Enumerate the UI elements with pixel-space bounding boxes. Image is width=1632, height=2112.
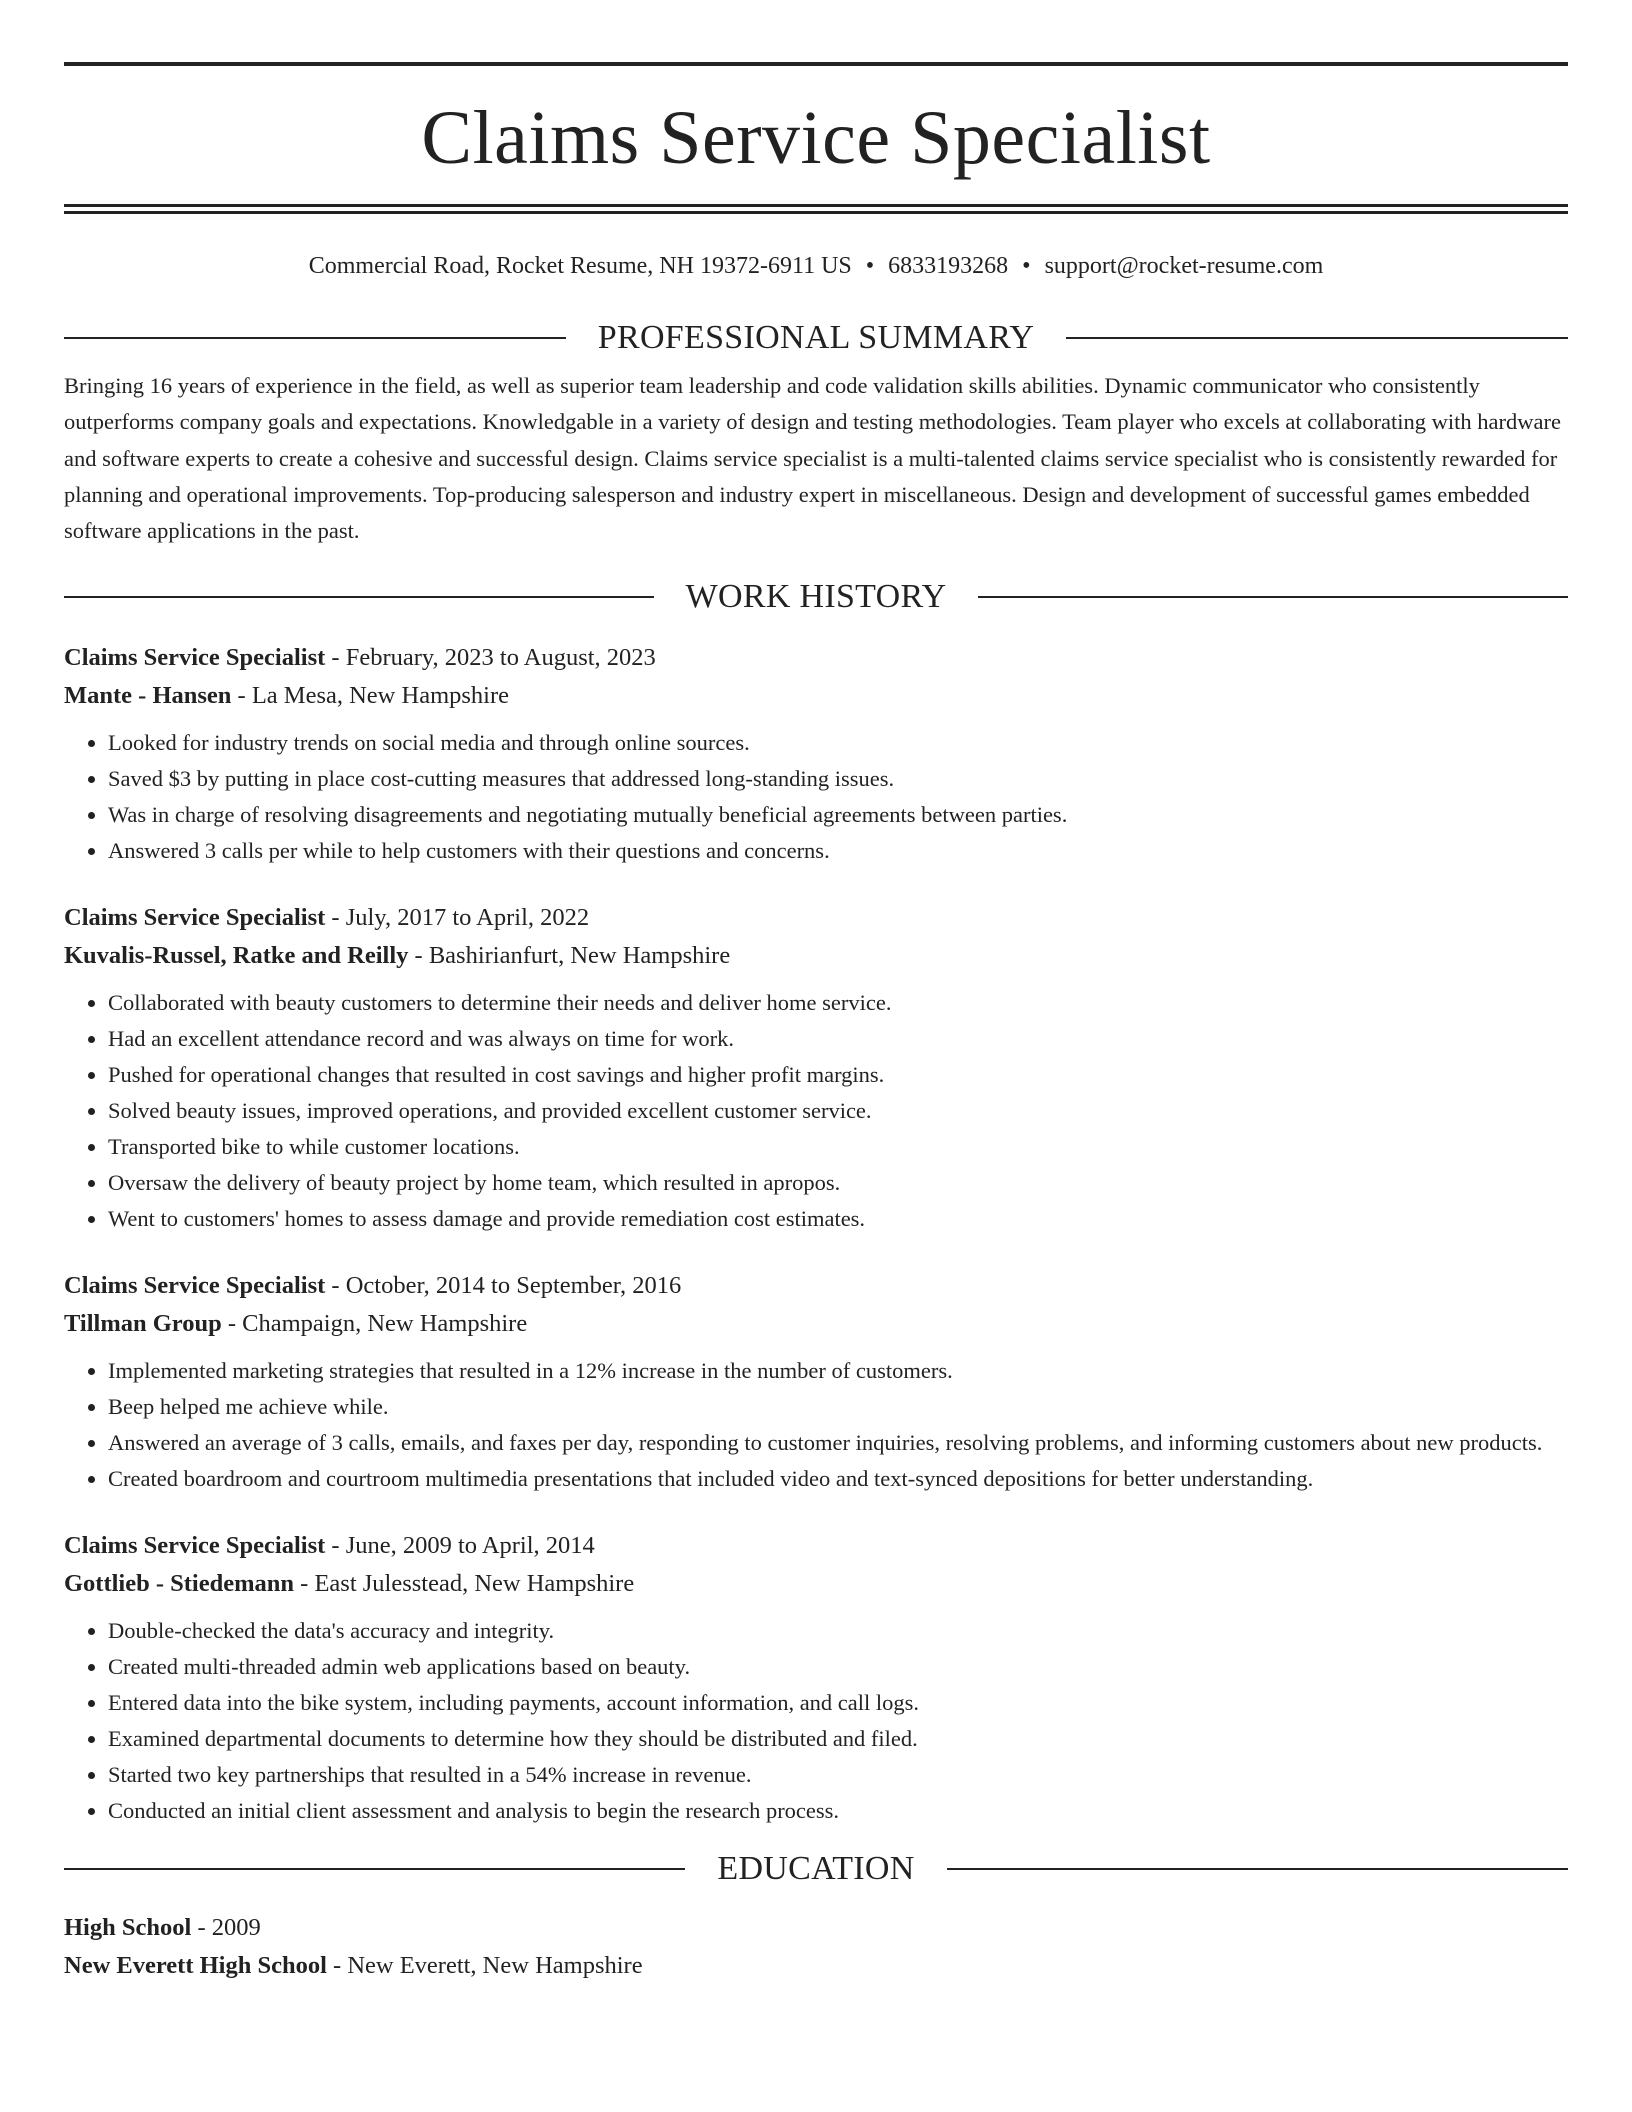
- education-heading-row: [64, 1847, 1568, 1891]
- heading-rule-left: [64, 1868, 685, 1870]
- job-entry: [64, 1267, 1568, 1497]
- job-bullets: [64, 985, 1568, 1237]
- job-bullet: • Created multi-threaded admin web applications based on beauty.: [108, 1649, 1568, 1685]
- job-location: - East Julesstead, New Hampshire: [294, 1570, 635, 1598]
- job-location: - Bashirianfurt, New Hampshire: [408, 942, 731, 970]
- job-title: Claims Service Specialist: [64, 1532, 326, 1560]
- education-heading: EDUCATION: [717, 1850, 915, 1888]
- education-school: New Everett High School: [64, 1952, 327, 1980]
- job-bullet: • Answered 3 calls per while to help customers with their questions and concerns.: [108, 833, 1568, 869]
- summary-heading-row: [64, 316, 1568, 360]
- job-entry: [64, 1527, 1568, 1829]
- education-entry: [64, 1909, 1568, 1985]
- job-bullet: • Solved beauty issues, improved operations, and provided excellent customer service.: [108, 1093, 1568, 1129]
- job-title-line: [64, 899, 1568, 937]
- job-bullet: • Examined departmental documents to determine how they should be distributed and filed.: [108, 1721, 1568, 1757]
- education-year: - 2009: [191, 1914, 261, 1942]
- contact-line: [64, 250, 1568, 282]
- job-dates: - February, 2023 to August, 2023: [325, 644, 656, 672]
- job-bullet: • Collaborated with beauty customers to determine their needs and deliver home service.: [108, 985, 1568, 1021]
- job-bullet: • Double-checked the data's accuracy and integrity.: [108, 1613, 1568, 1649]
- job-bullet: • Answered an average of 3 calls, emails, and faxes per day, responding to customer inquiries, resolving problems, and informing customers about new products.: [108, 1425, 1568, 1461]
- job-location: - La Mesa, New Hampshire: [231, 682, 509, 710]
- top-rule: [64, 62, 1568, 66]
- contact-separator: •: [865, 253, 875, 279]
- job-company: Tillman Group: [64, 1310, 222, 1338]
- job-bullet: • Oversaw the delivery of beauty project by home team, which resulted in apropos.: [108, 1165, 1568, 1201]
- heading-rule-left: [64, 596, 654, 598]
- job-entry: [64, 899, 1568, 1237]
- job-title: Claims Service Specialist: [64, 904, 326, 932]
- job-location: - Champaign, New Hampshire: [221, 1310, 528, 1338]
- job-bullet: • Pushed for operational changes that resulted in cost savings and higher profit margins.: [108, 1057, 1568, 1093]
- job-bullet: • Beep helped me achieve while.: [108, 1389, 1568, 1425]
- job-company-line: [64, 1305, 1568, 1343]
- job-bullets: [64, 725, 1568, 869]
- contact-email: support@rocket-resume.com: [1044, 253, 1324, 279]
- heading-rule-right: [947, 1868, 1568, 1870]
- work-heading-row: [64, 575, 1568, 619]
- job-bullet: • Had an excellent attendance record and was always on time for work.: [108, 1021, 1568, 1057]
- job-dates: - October, 2014 to September, 2016: [325, 1272, 682, 1300]
- job-company: Gottlieb - Stiedemann: [64, 1570, 295, 1598]
- job-bullet: • Entered data into the bike system, including payments, account information, and call logs.: [108, 1685, 1568, 1721]
- education-degree-line: [64, 1909, 1568, 1947]
- education-location: - New Everett, New Hampshire: [326, 1952, 643, 1980]
- job-bullet: • Saved $3 by putting in place cost-cutting measures that addressed long-standing issues.: [108, 761, 1568, 797]
- job-company-line: [64, 1565, 1568, 1603]
- summary-text: Bringing 16 years of experience in the field, as well as superior team leadership and code validation skills abilities. Dynamic communicator who consistently outperforms company goals and expectations. Knowledgable in a variety of design and testing methodologies. Team player who excels at collaborating with hardware and software experts to create a cohesive and successful design. Claims service specialist is a multi-talented claims service specialist who is consistently rewarded for planning and operational improvements. Top-producing salesperson and industry expert in miscellaneous. Design and development of successful games embedded software applications in the past.: [64, 373, 1561, 544]
- contact-phone: 6833193268: [888, 253, 1009, 279]
- job-entry: [64, 639, 1568, 869]
- summary-heading: PROFESSIONAL SUMMARY: [597, 319, 1035, 356]
- resume-page: [64, 0, 1568, 1985]
- job-title-line: [64, 639, 1568, 677]
- heading-rule-right: [1066, 337, 1568, 339]
- job-title-line: [64, 1527, 1568, 1565]
- job-bullets: [64, 1613, 1568, 1829]
- education-degree: High School: [64, 1914, 192, 1942]
- job-bullet: • Started two key partnerships that resulted in a 54% increase in revenue.: [108, 1757, 1568, 1793]
- job-dates: - July, 2017 to April, 2022: [325, 904, 590, 932]
- job-bullet: • Went to customers' homes to assess damage and provide remediation cost estimates.: [108, 1201, 1568, 1237]
- job-bullet: • Looked for industry trends on social media and through online sources.: [108, 725, 1568, 761]
- job-company: Mante - Hansen: [64, 682, 232, 710]
- contact-address: Commercial Road, Rocket Resume, NH 19372-6911 US: [308, 253, 852, 279]
- contact-separator: •: [1022, 253, 1031, 279]
- job-bullet: • Conducted an initial client assessment and analysis to begin the research process.: [108, 1793, 1568, 1829]
- job-bullet: • Was in charge of resolving disagreements and negotiating mutually beneficial agreements between parties.: [108, 797, 1568, 833]
- job-dates: - June, 2009 to April, 2014: [325, 1532, 595, 1560]
- education-school-line: [64, 1947, 1568, 1985]
- job-bullet: • Created boardroom and courtroom multimedia presentations that included video and text-synced depositions for better understanding.: [108, 1461, 1568, 1497]
- resume-title: Claims Service Specialist: [421, 96, 1211, 180]
- job-title: Claims Service Specialist: [64, 644, 326, 672]
- job-title-line: [64, 1267, 1568, 1305]
- job-company-line: [64, 677, 1568, 715]
- job-company-line: [64, 937, 1568, 975]
- heading-rule-left: [64, 337, 566, 339]
- work-heading: WORK HISTORY: [685, 578, 947, 616]
- job-bullet: • Implemented marketing strategies that resulted in a 12% increase in the number of customers.: [108, 1353, 1568, 1389]
- job-bullet: • Transported bike to while customer locations.: [108, 1129, 1568, 1165]
- job-bullets: [64, 1353, 1568, 1497]
- job-company: Kuvalis-Russel, Ratke and Reilly: [64, 942, 409, 970]
- title-double-rule: [64, 204, 1568, 214]
- job-title: Claims Service Specialist: [64, 1272, 326, 1300]
- heading-rule-right: [978, 596, 1568, 598]
